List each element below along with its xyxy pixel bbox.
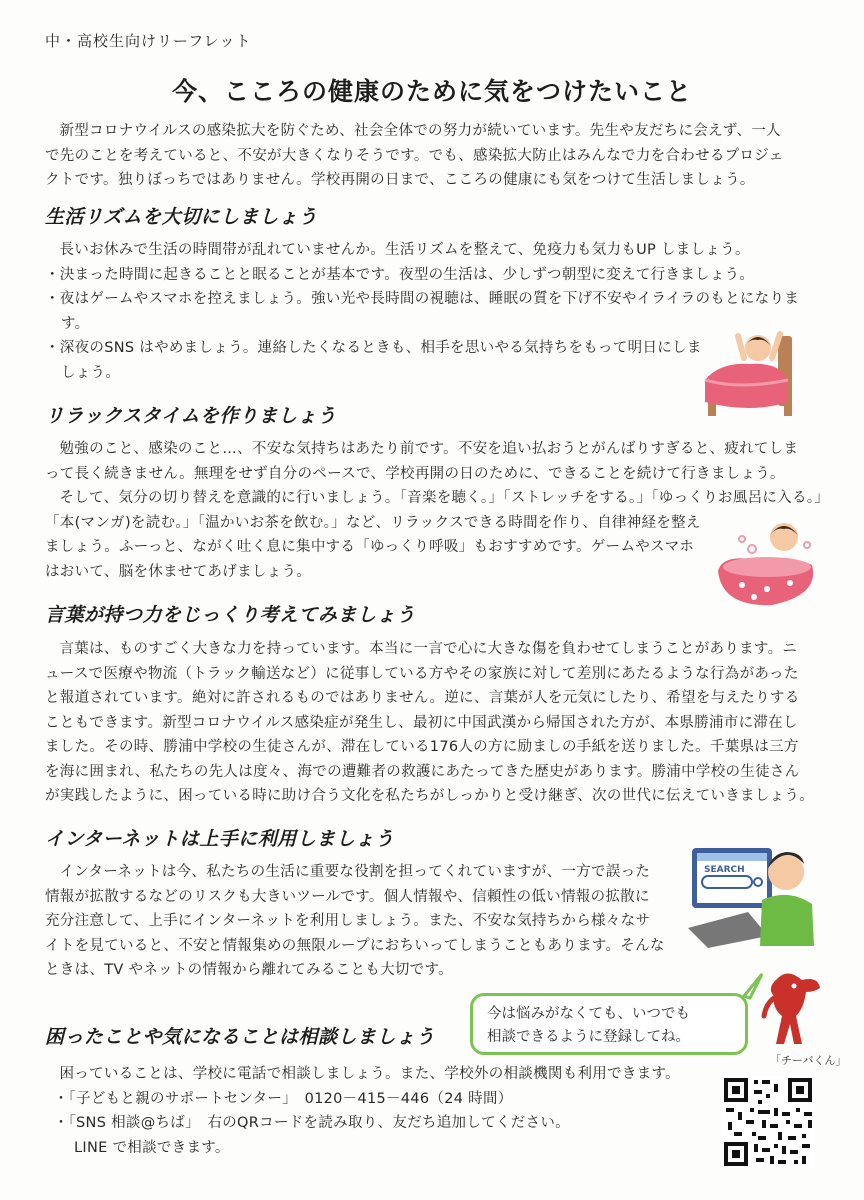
bath-child-illustration bbox=[712, 515, 824, 610]
line-qr-code[interactable] bbox=[722, 1076, 814, 1168]
section-words-body bbox=[45, 637, 845, 809]
internet-line: イトを見ていると、不安と情報集めの無限ループにおちいってしまうこともあります。そんな bbox=[45, 937, 665, 954]
section-consult-body bbox=[45, 1062, 725, 1160]
relax-line: って長く続きません。無理をせず自分のペースで、学校再開の日のために、できることを続けて行きましょう。 bbox=[45, 465, 785, 482]
intro-line: で先のことを考えていると、不安が大きくなりそうです。でも、感染拡大防止はみんなで力を合わせるプロジェ bbox=[45, 147, 784, 164]
page-title: 今、こころの健康のために気をつけたいこと bbox=[171, 77, 692, 106]
words-line: 言葉は、ものすごく大きな力を持っています。本当に一言で心に大きな傷を負わせてしまうことがあります。ニ bbox=[59, 641, 798, 657]
sleeping-child-bed-illustration bbox=[700, 318, 810, 418]
relax-line: ましょう。ふーっと、ながく吐く息に集中する「ゆっくり呼吸」もおすすめです。ゲームやスマホ bbox=[45, 539, 695, 555]
words-line: と報道されています。絶対に許されるものではありません。逆に、言葉が人を元気にしたり、希望を与えたりする bbox=[45, 690, 800, 706]
relax-line: 勉強のこと、感染のこと…、不安な気持ちはあたり前です。不安を追い払おうとがんばりすぎると、疲れてしま bbox=[59, 441, 799, 457]
relax-line: そして、気分の切り替えを意識的に行いましょう。「音楽を聴く。」「ストレッチをする。」「ゆっくりお風呂に入る。」 bbox=[59, 490, 830, 506]
internet-line: インターネットは今、私たちの生活に重要な役割を担ってくれていますが、一方で誤った bbox=[59, 864, 651, 880]
consult-item: ・「子どもと親のサポートセンター」 0120－415－446（24 時間） bbox=[53, 1090, 513, 1107]
bullet-item: ・夜はゲームやスマホを控えましょう。強い光や長時間の視聴は、睡眠の質を下げ不安やイライラのもとになります。 bbox=[45, 291, 800, 332]
words-line: を海に囲まれ、私たちの先人は度々、海での遭難者の救護にあたってきた歴史があります。勝浦中学校の生徒さん bbox=[45, 763, 800, 780]
internet-line: 情報が拡散するなどのリスクも大きいツールです。個人情報や、信頼性の低い情報の拡散に bbox=[45, 888, 650, 905]
speech-bubble-line: 相談できるように登録してね。 bbox=[487, 1029, 690, 1045]
section-heading-consult: 困ったことや気になることは相談しましょう bbox=[45, 1026, 436, 1048]
consult-lead: 困っていることは、学校に電話で相談しましょう。また、学校外の相談機関も利用できます。 bbox=[59, 1066, 680, 1082]
internet-line: 充分注意して、上手にインターネットを利用しましょう。また、不安な気持ちから様々なサ bbox=[45, 913, 651, 929]
section-heading-words: 言葉が持つ力をじっくり考えてみましょう bbox=[45, 604, 416, 626]
words-line: ました。その時、勝浦中学校の生徒さんが、滞在している176人の方に励ましの手紙を送りました。千葉県は三方 bbox=[45, 739, 799, 755]
intro-paragraph bbox=[45, 119, 835, 193]
speech-bubble bbox=[470, 993, 748, 1055]
section-heading-rhythm: 生活リズムを大切にしましょう bbox=[45, 206, 318, 228]
speech-bubble-line: 今は悩みがなくても、いつでも bbox=[487, 1006, 690, 1022]
intro-line: 新型コロナウイルスの感染拡大を防ぐため、社会全体での努力が続いています。先生や友だちに会えず、一人 bbox=[59, 123, 781, 139]
child-computer-illustration bbox=[688, 838, 818, 950]
search-label: SEARCH bbox=[704, 865, 745, 875]
bullet-item: ・決まった時間に起きることと眠ることが基本です。夜型の生活は、少しずつ朝型に変えて行きましょう。 bbox=[45, 266, 755, 283]
words-line: ュースで医療や物流（トラック輸送など）に従事している方やその家族に対して差別にあたるような行為があった bbox=[45, 665, 799, 682]
words-line: が実践したように、困っている時に助け合う文化を私たちがしっかりと受け継ぎ、次の世代に伝えていきましょう。 bbox=[45, 788, 815, 804]
consult-item: ・「SNS 相談@ちば」 右のQRコードを読み取り、友だち追加してください。 bbox=[53, 1115, 570, 1131]
section-internet-body bbox=[45, 860, 685, 983]
internet-line: ときは、TV やネットの情報から離れてみることも大切です。 bbox=[45, 962, 453, 978]
words-line: こともできます。新型コロナウイルス感染症が発生し、最初に中国武漢から帰国された方が、本県勝浦市に滞在し bbox=[45, 714, 798, 731]
section-rhythm-lead: 長いお休みで生活の時間帯が乱れていませんか。生活リズムを整えて、免疫力も気力もUP しましょう。 bbox=[59, 242, 750, 258]
chiba-kun-mascot-illustration bbox=[758, 968, 828, 1050]
relax-line: 「本(マンガ)を読む。」「温かいお茶を飲む。」など、リラックスできる時間を作り、自律神経を整え bbox=[45, 514, 701, 531]
leaflet-audience-label: 中・高校生向けリーフレット bbox=[45, 32, 252, 50]
intro-line: クトです。独りぼっちではありません。学校再開の日まで、こころの健康にも気をつけて生活しましょう。 bbox=[45, 172, 755, 188]
mascot-caption: 「チーバくん」 bbox=[770, 1054, 847, 1067]
section-heading-internet: インターネットは上手に利用しましょう bbox=[45, 828, 395, 850]
consult-item: LINE で相談できます。 bbox=[74, 1139, 230, 1156]
relax-line: はおいて、脳を休ませてあげましょう。 bbox=[45, 563, 312, 580]
section-heading-relax: リラックスタイムを作りましょう bbox=[45, 405, 337, 427]
bullet-item: ・深夜のSNS はやめましょう。連絡したくなるときも、相手を思いやる気持ちをもって明日にしましょう。 bbox=[45, 340, 702, 381]
